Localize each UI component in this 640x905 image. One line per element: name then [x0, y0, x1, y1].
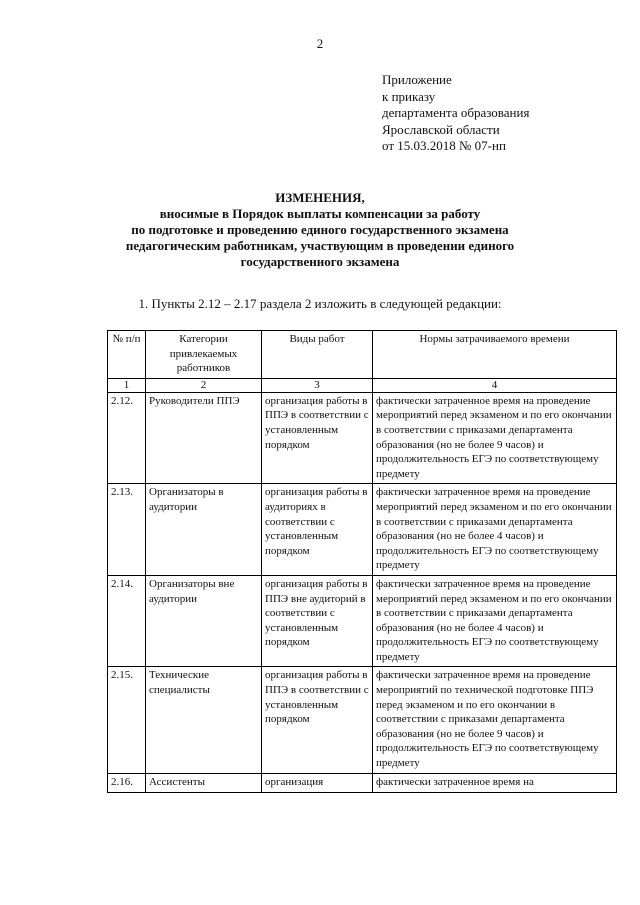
row-num: 2.13. [108, 484, 146, 576]
row-category: Руководители ППЭ [146, 392, 262, 484]
row-num: 2.12. [108, 392, 146, 484]
header-num: № п/п [108, 331, 146, 379]
norms-table [107, 330, 617, 793]
appendix-line: к приказу [382, 88, 436, 104]
row-work: организация [262, 773, 373, 792]
intro-paragraph: 1. Пункты 2.12 – 2.17 раздела 2 изложить в следующей редакции: [138, 296, 502, 311]
header-norm: Нормы затрачиваемого времени [373, 331, 617, 379]
index-cell: 4 [373, 378, 617, 392]
appendix-line: Приложение [382, 72, 452, 87]
row-category: Организаторы в аудитории [146, 484, 262, 576]
appendix-line: департамента образования [382, 105, 530, 120]
appendix-line: от 15.03.2018 № 07-нп [382, 138, 506, 153]
table-row [108, 773, 617, 792]
row-work: организация работы в ППЭ вне аудиторий в соответствии с установленным порядком [262, 575, 373, 667]
table-header-row [108, 331, 617, 379]
row-work: организация работы в ППЭ в соответствии с установленным порядком [262, 392, 373, 484]
row-category: Технические специалисты [146, 667, 262, 773]
table-row [108, 484, 617, 576]
row-norm: фактически затраченное время на проведение мероприятий по технической подготовке ППЭ перед экзаменом и по его окончании в соответствии с приказами департамента образования (но не более 9 часов) и продолжительность ЕГЭ по соответствующему предмету [373, 667, 617, 773]
document-title [100, 190, 540, 270]
row-category: Ассистенты [146, 773, 262, 792]
title-line: вносимые в Порядок выплаты компенсации за работу [159, 206, 481, 221]
row-norm: фактически затраченное время на [373, 773, 617, 792]
title-line: ИЗМЕНЕНИЯ, [275, 190, 365, 205]
table-index-row [108, 378, 617, 392]
row-num: 2.16. [108, 773, 146, 792]
header-work: Виды работ [262, 331, 373, 379]
title-line: педагогическим работникам, участвующим в проведении единого [125, 238, 515, 253]
page-number: 2 [316, 36, 324, 51]
row-norm: фактически затраченное время на проведение мероприятий перед экзаменом и по его окончании в соответствии с приказами департамента образования (но не более 4 часов) и продолжительность ЕГЭ по соответствующему предмету [373, 575, 617, 667]
table-row [108, 667, 617, 773]
title-line: по подготовке и проведению единого государственного экзамена [131, 222, 509, 237]
title-line: государственного экзамена [240, 254, 400, 269]
appendix-block [382, 72, 529, 155]
row-work: организация работы в аудиториях в соответствии с установленным порядком [262, 484, 373, 576]
header-category: Категории привлекаемых работников [146, 331, 262, 379]
row-norm: фактически затраченное время на проведение мероприятий перед экзаменом и по его окончании в соответствии с приказами департамента образования (но не более 4 часов) и продолжительность ЕГЭ по соответствующему предмету [373, 484, 617, 576]
table-row [108, 575, 617, 667]
row-norm: фактически затраченное время на проведение мероприятий перед экзаменом и по его окончании в соответствии с приказами департамента образования (но не более 9 часов) и продолжительность ЕГЭ по соответствующему предмету [373, 392, 617, 484]
index-cell: 1 [108, 378, 146, 392]
row-num: 2.14. [108, 575, 146, 667]
row-num: 2.15. [108, 667, 146, 773]
appendix-line: Ярославской области [382, 121, 500, 137]
index-cell: 2 [146, 378, 262, 392]
row-category: Организаторы вне аудитории [146, 575, 262, 667]
table-row [108, 392, 617, 484]
row-work: организация работы в ППЭ в соответствии с установленным порядком [262, 667, 373, 773]
index-cell: 3 [262, 378, 373, 392]
